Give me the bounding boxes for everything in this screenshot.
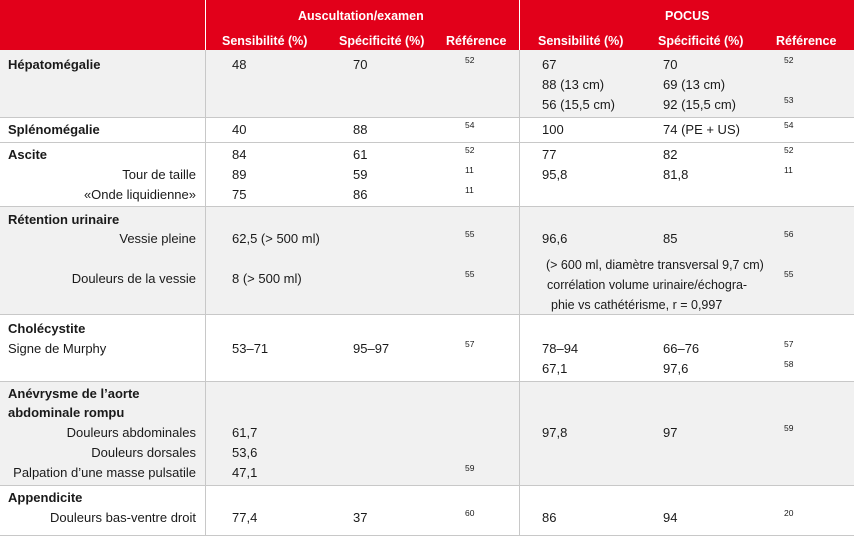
pocus-reference: 52 — [784, 145, 794, 155]
row-label: Appendicite — [8, 490, 83, 505]
pocus-specificity: 97,6 — [663, 361, 689, 376]
exam-sensitivity: 53,6 — [232, 445, 258, 460]
pocus-sensitivity: 67,1 — [542, 361, 568, 376]
exam-reference: 52 — [465, 145, 475, 155]
exam-specificity: 61 — [353, 147, 368, 162]
header-pocus-reference: Référence — [776, 34, 837, 48]
row-label: Splénomégalie — [8, 122, 100, 137]
pocus-sensitivity: 96,6 — [542, 231, 568, 246]
pocus-sensitivity: 78–94 — [542, 341, 579, 356]
exam-sensitivity: 75 — [232, 187, 247, 202]
header-exam-reference: Référence — [446, 34, 507, 48]
pocus-sensitivity: 86 — [542, 510, 557, 525]
pocus-reference: 52 — [784, 55, 794, 65]
header-pocus-specificity: Spécificité (%) — [658, 34, 744, 48]
exam-sensitivity: 53–71 — [232, 341, 269, 356]
row-label: abdominale rompu — [8, 405, 125, 420]
pocus-specificity: 74 (PE + US) — [663, 122, 740, 137]
row-sublabel: Douleurs dorsales — [91, 445, 196, 460]
exam-sensitivity: 89 — [232, 167, 247, 182]
header-divider — [205, 0, 206, 50]
column-divider — [205, 50, 206, 536]
exam-sensitivity: 77,4 — [232, 510, 258, 525]
row-sublabel: Douleurs bas-ventre droit — [50, 510, 196, 525]
pocus-specificity: 94 — [663, 510, 678, 525]
pocus-specificity: 66–76 — [663, 341, 700, 356]
exam-reference: 57 — [465, 339, 475, 349]
row-sublabel: Palpation d’une masse pulsatile — [13, 465, 196, 480]
exam-reference: 55 — [465, 269, 475, 279]
row-divider — [0, 206, 854, 207]
exam-sensitivity: 84 — [232, 147, 247, 162]
row-label: Hépatomégalie — [8, 57, 101, 72]
column-divider — [519, 50, 520, 536]
exam-sensitivity: 61,7 — [232, 425, 258, 440]
exam-reference: 52 — [465, 55, 475, 65]
row-sublabel: Douleurs abdominales — [66, 425, 196, 440]
pocus-sensitivity: 67 — [542, 57, 557, 72]
pocus-reference: 56 — [784, 229, 794, 239]
exam-sensitivity: 47,1 — [232, 465, 258, 480]
pocus-reference: 55 — [784, 269, 794, 279]
pocus-sensitivity: 56 (15,5 cm) — [542, 97, 615, 112]
pocus-sensitivity: 95,8 — [542, 167, 568, 182]
row-sublabel: Signe de Murphy — [8, 341, 107, 356]
row-divider — [0, 142, 854, 143]
exam-specificity: 95–97 — [353, 341, 390, 356]
pocus-reference: 53 — [784, 95, 794, 105]
header-exam-sensitivity: Sensibilité (%) — [222, 34, 308, 48]
exam-reference: 55 — [465, 229, 475, 239]
exam-specificity: 70 — [353, 57, 368, 72]
pocus-sensitivity: 100 — [542, 122, 564, 137]
exam-specificity: 86 — [353, 187, 368, 202]
exam-reference: 54 — [465, 120, 475, 130]
exam-reference: 60 — [465, 508, 475, 518]
header-divider — [519, 0, 520, 50]
pocus-specificity: 69 (13 cm) — [663, 77, 726, 92]
pocus-specificity: 70 — [663, 57, 678, 72]
row-sublabel: Douleurs de la vessie — [71, 271, 196, 286]
row-sublabel: «Onde liquidienne» — [83, 187, 196, 202]
row-divider — [0, 314, 854, 315]
header-group-exam: Auscultation/examen — [298, 9, 424, 23]
exam-reference: 11 — [465, 165, 474, 175]
row-divider — [0, 117, 854, 118]
pocus-sensitivity: 97,8 — [542, 425, 568, 440]
row-sublabel: Tour de taille — [122, 167, 196, 182]
exam-sensitivity: 48 — [232, 57, 247, 72]
exam-specificity: 37 — [353, 510, 368, 525]
pocus-sensitivity: 77 — [542, 147, 557, 162]
pocus-specificity: 92 (15,5 cm) — [663, 97, 736, 112]
exam-specificity: 59 — [353, 167, 368, 182]
row-divider — [0, 381, 854, 382]
pocus-specificity: 85 — [663, 231, 678, 246]
row-sublabel: Vessie pleine — [119, 231, 196, 246]
pocus-note: phie vs cathétérisme, r = 0,997 — [551, 298, 723, 312]
pocus-note: corrélation volume urinaire/échogra- — [547, 278, 748, 292]
header-group-pocus: POCUS — [665, 9, 710, 23]
pocus-sensitivity: 88 (13 cm) — [542, 77, 605, 92]
pocus-specificity: 82 — [663, 147, 678, 162]
exam-sensitivity: 62,5 (> 500 ml) — [232, 231, 320, 246]
row-label: Ascite — [8, 147, 48, 162]
exam-reference: 11 — [465, 185, 474, 195]
row-label: Rétention urinaire — [8, 212, 120, 227]
exam-specificity: 88 — [353, 122, 368, 137]
pocus-specificity: 81,8 — [663, 167, 689, 182]
exam-sensitivity: 40 — [232, 122, 247, 137]
pocus-specificity: 97 — [663, 425, 678, 440]
row-divider — [0, 485, 854, 486]
pocus-reference: 57 — [784, 339, 794, 349]
pocus-reference: 54 — [784, 120, 794, 130]
pocus-reference: 11 — [784, 165, 793, 175]
pocus-note: (> 600 ml, diamètre transversal 9,7 cm) — [546, 258, 764, 272]
exam-reference: 59 — [465, 463, 475, 473]
header-exam-specificity: Spécificité (%) — [339, 34, 425, 48]
row-label: Cholécystite — [8, 321, 86, 336]
table-header — [0, 0, 854, 50]
pocus-reference: 20 — [784, 508, 794, 518]
pocus-reference: 58 — [784, 359, 794, 369]
pocus-reference: 59 — [784, 423, 794, 433]
row-label: Anévrysme de l’aorte — [8, 386, 140, 401]
exam-sensitivity: 8 (> 500 ml) — [232, 271, 302, 286]
header-pocus-sensitivity: Sensibilité (%) — [538, 34, 624, 48]
